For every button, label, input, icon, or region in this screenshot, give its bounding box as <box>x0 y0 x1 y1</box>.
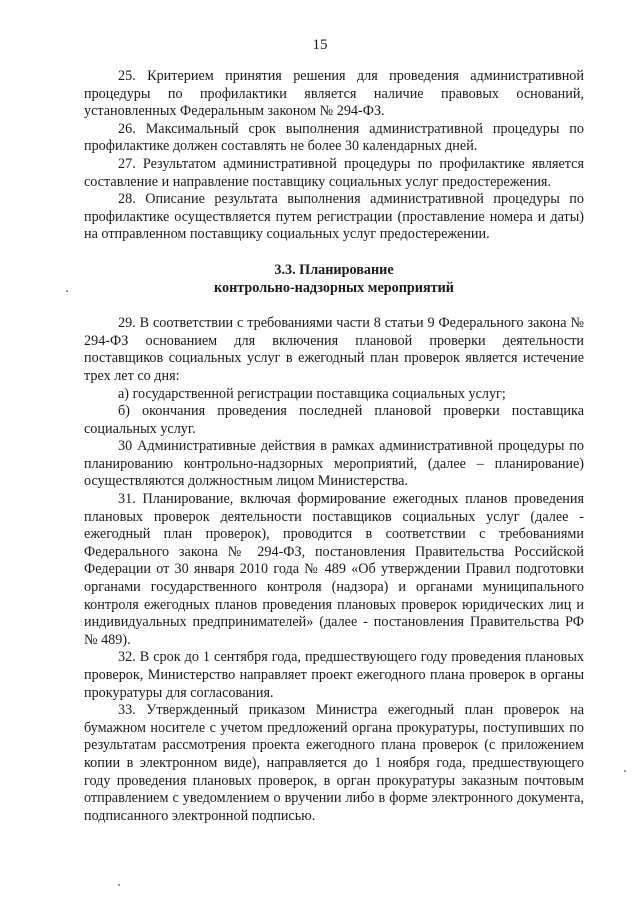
scan-speck <box>66 290 68 292</box>
paragraph-29a: а) государственной регистрации поставщика социальных услуг; <box>118 385 506 402</box>
document-body <box>84 68 584 825</box>
paragraph-29b: б) окончания проведения последней плановой проверки поставщика социальных услуг. <box>84 403 584 437</box>
scan-speck <box>624 770 626 772</box>
paragraph-31: 31. Планирование, включая формирование ежегодных планов проведения плановых проверок деятельности поставщиков социальных услуг (далее - ежегодный план проверок), проводится в соответствии с требованиями Федерального закона № 294-ФЗ, постановления Правительства Российской Федерации от 30 января 2010 года № 489 «Об утверждении Правил подготовки органами государственного контроля (надзора) и органами муниципального контроля ежегодных планов проведения плановых проверок юридических лиц и индивидуальных предпринимателей» (далее - постановления Правительства РФ № 489). <box>84 491 584 648</box>
section-heading-line1: 3.3. Планирование <box>274 261 394 278</box>
paragraph-29: 29. В соответствии с требованиями части 8 статьи 9 Федерального закона № 294-ФЗ основанием для включения плановой проверки деятельности поставщиков социальных услуг в ежегодный план проверок является истечение трех лет со дня: <box>84 315 584 384</box>
paragraph-26: 26. Максимальный срок выполнения административной процедуры по профилактике должен составлять не более 30 календарных дней. <box>84 120 584 155</box>
paragraph-27: 27. Результатом административной процедуры по профилактике является составление и направление поставщику социальных услуг предостережения. <box>84 155 584 190</box>
page-number: 15 <box>312 37 328 53</box>
paragraph-25: 25. Критерием принятия решения для проведения административной процедуры по профилактики является наличие правовых оснований, установленных Федеральным законом № 294-ФЗ. <box>84 68 584 120</box>
paragraph-30: 30 Административные действия в рамках административной процедуры по планированию контрольно-надзорных мероприятий, (далее – планирование) осуществляются должностным лицом Министерства. <box>84 438 584 490</box>
section-heading-line2: контрольно-надзорных мероприятий <box>214 279 454 296</box>
paragraph-28: 28. Описание результата выполнения административной процедуры по профилактике осуществляется путем регистрации (проставление номера и даты) на отправленном поставщику социальных услуг предостережении. <box>84 191 584 243</box>
paragraph-33: 33. Утвержденный приказом Министра ежегодный план проверок на бумажном носителе с учетом предложений органа прокуратуры, поступивших по результатам рассмотрения проекта ежегодного плана проверок (с приложением копии в электронном виде), направляется до 1 ноября года, предшествующего году проведения плановых проверок, в орган прокуратуры заказным почтовым отправлением с уведомлением о вручении либо в форме электронного документа, подписанного электронной подписью. <box>84 702 584 824</box>
paragraph-32: 32. В срок до 1 сентября года, предшествующего году проведения плановых проверок, Министерство направляет проект ежегодного плана проверок в органы прокуратуры для согласования. <box>84 649 584 701</box>
scan-speck <box>118 884 120 886</box>
section-heading <box>84 262 584 297</box>
